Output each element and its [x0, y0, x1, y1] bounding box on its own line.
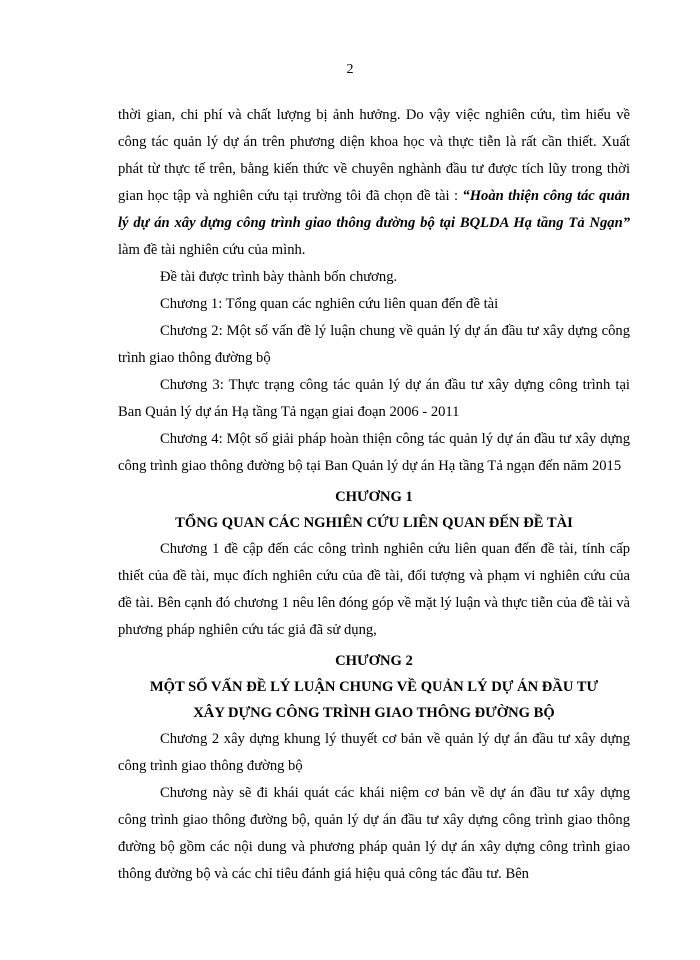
chapter-2-title-line-2: XÂY DỰNG CÔNG TRÌNH GIAO THÔNG ĐƯỜNG BỘ [193, 705, 555, 721]
chapter-2-title-line-1: MỘT SỐ VẤN ĐỀ LÝ LUẬN CHUNG VỀ QUẢN LÝ DỰ ÁN ĐẦU TƯ [149, 679, 599, 695]
document-body [118, 102, 630, 888]
intro-paragraph [118, 102, 630, 264]
chapter-2-heading: CHƯƠNG 2 [335, 653, 413, 669]
chapter-2-body-1: Chương 2 xây dựng khung lý thuyết cơ bản về quản lý dự án đầu tư xây dựng công trình giao thông đường bộ [118, 731, 630, 774]
chapter-2-body-2: Chương này sẽ đi khái quát các khái niệm cơ bản về dự án đầu tư xây dựng công trình giao thông đường bộ, quản lý dự án đầu tư xây dựng công trình giao thông đường bộ gồm các nội dung và phương pháp quản lý dự án xây dựng công trình giao thông đường bộ và các chỉ tiêu đánh giá hiệu quả công tác đầu tư. Bên [118, 785, 630, 882]
thesis-topic: “Hoàn thiện công tác quản lý dự án xây dựng công trình giao thông đường bộ tại BQLDA Hạ tầng Tả Ngạn” [118, 188, 630, 231]
structure-paragraph: Đề tài được trình bày thành bốn chương. [160, 269, 398, 285]
page-number: 2 [346, 62, 354, 77]
chapter-1-title: TỔNG QUAN CÁC NGHIÊN CỨU LIÊN QUAN ĐẾN ĐỀ TÀI [175, 515, 573, 531]
chapter-1-heading: CHƯƠNG 1 [335, 489, 413, 505]
chapter-1-body: Chương 1 đề cập đến các công trình nghiên cứu liên quan đến đề tài, tính cấp thiết của đề tài, mục đích nghiên cứu của đề tài, đối tượng và phạm vi nghiên cứu của đề tài. Bên cạnh đó chương 1 nêu lên đóng góp về mặt lý luận và thực tiễn của đề tài và phương pháp nghiên cứu tác giả đã sử dụng, [118, 541, 630, 638]
chapter-2-summary: Chương 2: Một số vấn đề lý luận chung về quản lý dự án đầu tư xây dựng công trình giao thông đường bộ [118, 323, 630, 366]
chapter-3-summary: Chương 3: Thực trạng công tác quản lý dự án đầu tư xây dựng công trình tại Ban Quản lý dự án Hạ tầng Tả ngạn giai đoạn 2006 - 2011 [118, 377, 630, 420]
intro-text: thời gian, chi phí và chất lượng bị ảnh hưởng. Do vậy việc nghiên cứu, tìm hiểu về công tác quản lý dự án trên phương diện khoa học và thực tiễn là rất cần thiết. Xuất phát từ thực tế trên, bằng kiến thức về chuyên nghành đầu tư được tích lũy trong thời gian học tập và nghiên cứu tại trường tôi đã chọn đề tài : [118, 107, 630, 204]
chapter-1-summary: Chương 1: Tổng quan các nghiên cứu liên quan đến đề tài [160, 296, 499, 312]
intro-text-end: làm đề tài nghiên cứu của mình. [118, 242, 306, 258]
chapter-4-summary: Chương 4: Một số giải pháp hoàn thiện công tác quản lý dự án đầu tư xây dựng công trình giao thông đường bộ tại Ban Quản lý dự án Hạ tầng Tả ngạn đến năm 2015 [118, 431, 630, 474]
